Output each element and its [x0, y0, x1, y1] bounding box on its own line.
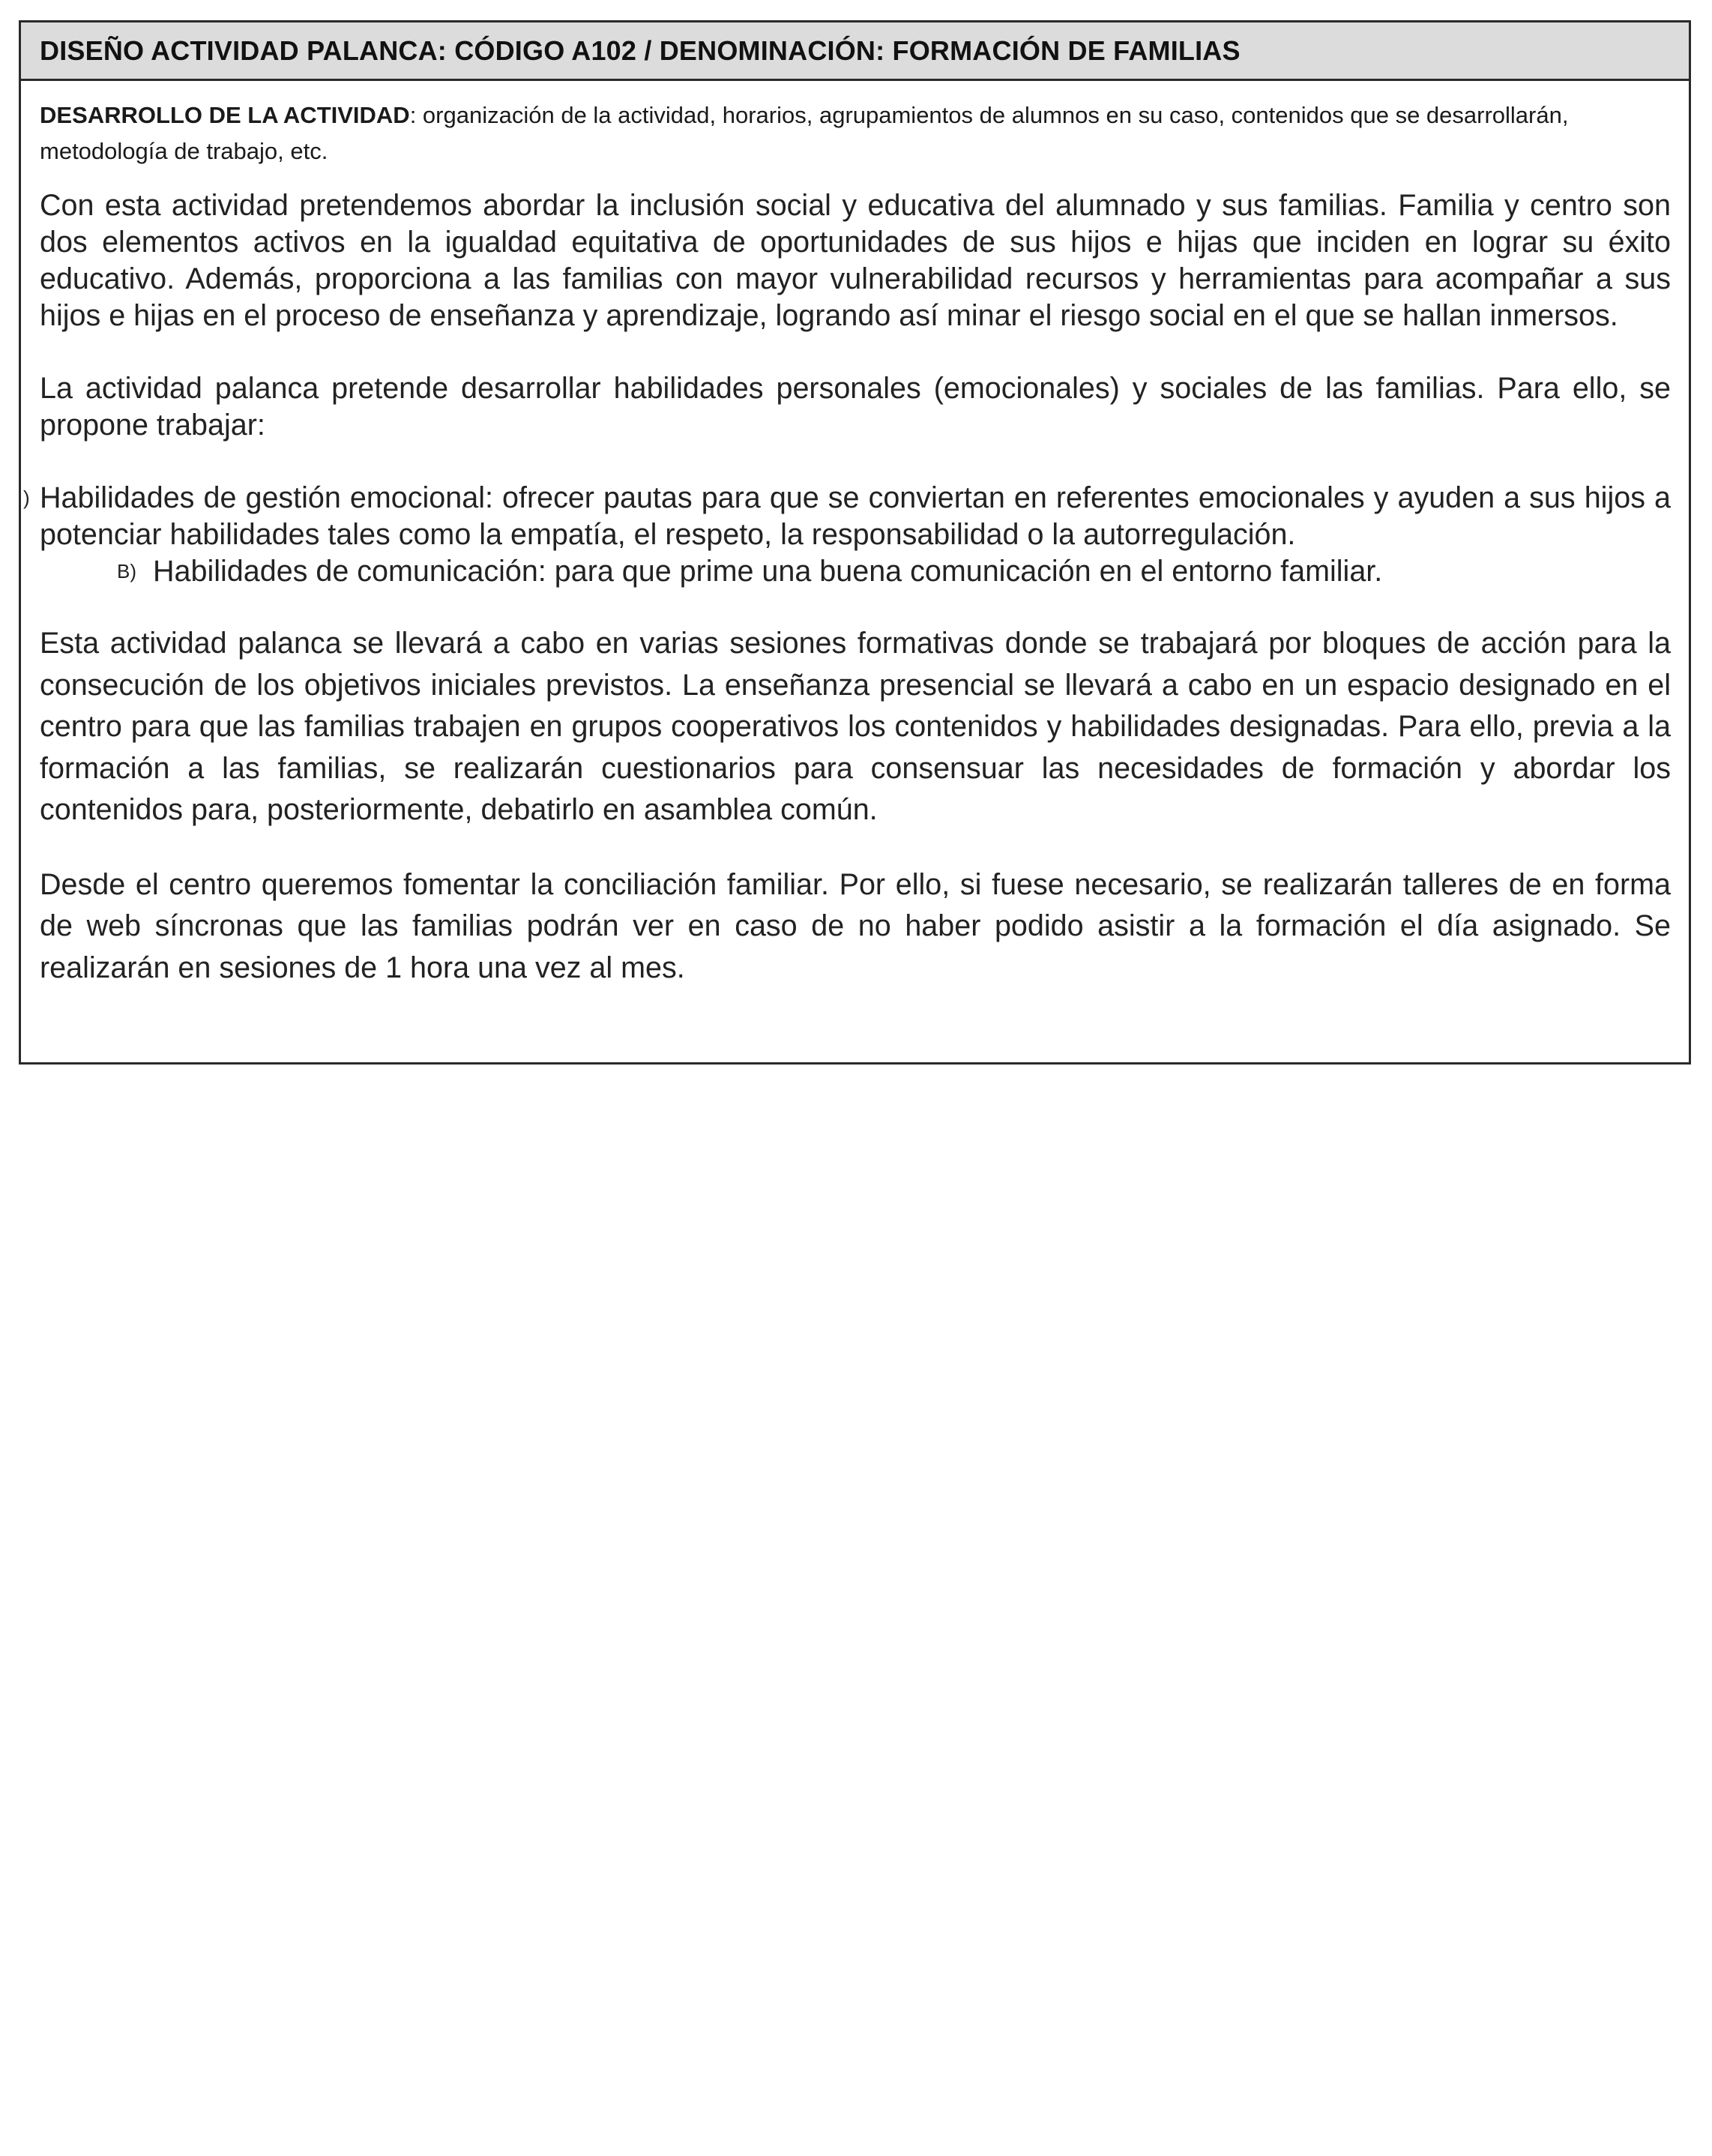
- paragraph-conciliation: Desde el centro queremos fomentar la conciliación familiar. Por ello, si fuese necesario, se realizarán talleres de en forma de web síncronas que las familias podrán ver en caso de no haber podido asistir a la formación el día asignado. Se realizarán en sesiones de 1 hora una vez al mes.: [40, 867, 1671, 984]
- intro-label: DESARROLLO DE LA ACTIVIDAD: [40, 102, 410, 128]
- document-title: DISEÑO ACTIVIDAD PALANCA: CÓDIGO A102 / DENOMINACIÓN: FORMACIÓN DE FAMILIAS: [40, 34, 1241, 66]
- skills-list: [23, 480, 1671, 590]
- paragraph-inclusion: Con esta actividad pretendemos abordar la inclusión social y educativa del alumnado y sus familias. Familia y centro son dos elementos activos en la igualdad equitativa de oportunidades de sus hijos e hijas que inciden en lograr su éxito educativo. Además, proporciona a las familias con mayor vulnerabilidad recursos y herramientas para acompañar a sus hijos e hijas en el proceso de enseñanza y aprendizaje, logrando así minar el riesgo social en el que se hallan inmersos.: [40, 189, 1671, 332]
- activity-design-box: [19, 20, 1691, 1065]
- list-item-emotional: [23, 480, 1671, 553]
- box-header: [21, 22, 1689, 81]
- paragraph-sessions: Esta actividad palanca se llevará a cabo en varias sesiones formativas donde se trabajará por bloques de acción para la consecución de los objetivos iniciales previstos. La enseñanza presencial se llevará a cabo en un espacio designado en el centro para que las familias trabajen en grupos cooperativos los contenidos y habilidades designadas. Para ello, previa a la formación a las familias, se realizarán cuestionarios para consensuar las necesidades de formación y abordar los contenidos para, posteriormente, debatirlo en asamblea común.: [40, 627, 1671, 826]
- list-item-text: Habilidades de gestión emocional: ofrecer pautas para que se conviertan en referentes emocionales y ayuden a sus hijos a potenciar habilidades tales como la empatía, el respeto, la responsabilidad o la autorregulación.: [40, 481, 1671, 551]
- list-marker: B): [117, 560, 136, 582]
- intro-text: : organización de la actividad, horarios, agrupamientos de alumnos en su caso, contenidos que se desarrollarán, metodología de trabajo, etc.: [40, 102, 1569, 164]
- paragraph-skills: La actividad palanca pretende desarrollar habilidades personales (emocionales) y sociales de las familias. Para ello, se propone trabajar:: [40, 372, 1671, 442]
- list-item-text: Habilidades de comunicación: para que prime una buena comunicación en el entorno familiar.: [153, 555, 1383, 588]
- list-item-communication: [40, 553, 1671, 590]
- intro-description: [40, 97, 1671, 169]
- list-marker: ): [23, 487, 30, 509]
- box-content: [23, 97, 1671, 989]
